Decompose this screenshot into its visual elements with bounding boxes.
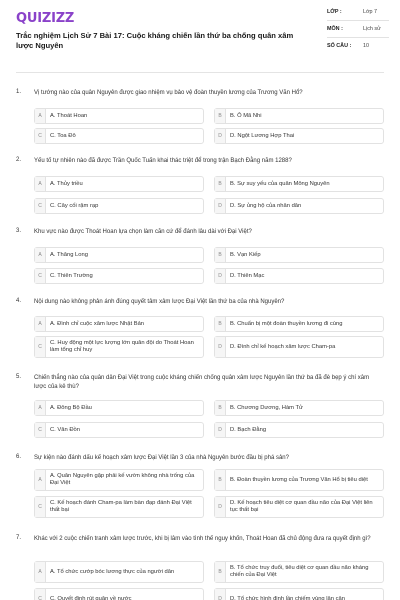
option-letter: D — [215, 129, 226, 143]
subject-value: Lịch sử — [363, 26, 381, 32]
option-text: B. Tổ chức truy đuổi, tiêu diệt cơ quan đầu não kháng chiến của Đại Việt — [230, 565, 369, 578]
option-text: B. Đoàn thuyền lương của Trương Văn Hổ bị tiêu diệt — [230, 476, 368, 483]
option-a[interactable] — [34, 469, 204, 491]
meta-count — [327, 43, 389, 50]
option-letter: C — [35, 423, 46, 437]
option-text: D. Đình chỉ kế hoạch xâm lược Cham-pa — [230, 343, 336, 350]
option-letter: A — [35, 317, 46, 331]
option-text: B. Ô Mã Nhi — [230, 112, 262, 119]
option-letter: D — [215, 497, 226, 517]
option-text: B. Vạn Kiếp — [230, 251, 261, 258]
option-text: C. Kế hoạch đánh Cham-pa làm bàn đạp đánh Đại Việt thất bại — [50, 500, 192, 513]
question-number: 4. — [16, 298, 22, 304]
option-text: D. Ngột Lương Hợp Thai — [230, 132, 295, 139]
option-text: D. Thiên Mạc — [230, 272, 265, 279]
count-label: SỐ CÂU : — [327, 43, 352, 49]
option-letter: C — [35, 497, 46, 517]
option-letter: C — [35, 129, 46, 143]
option-letter: A — [35, 109, 46, 123]
option-text: A. Đông Bộ Đầu — [50, 404, 92, 411]
option-text: A. Quân Nguyên gặp phải kế vườn không nhà trống của Đại Việt — [50, 473, 195, 486]
option-text: B. Chương Dương, Hàm Tử — [230, 404, 303, 411]
option-b[interactable] — [214, 176, 384, 192]
option-d[interactable] — [214, 268, 384, 284]
option-letter: A — [35, 470, 46, 490]
question-number: 1. — [16, 89, 22, 95]
option-letter: D — [215, 269, 226, 283]
option-c[interactable] — [34, 422, 204, 438]
option-b[interactable] — [214, 316, 384, 332]
option-text: D. Sự ủng hộ của nhân dân — [230, 202, 302, 209]
question-number: 5. — [16, 374, 22, 380]
page-header — [0, 0, 400, 74]
question-text: Sự kiện nào đánh dấu kế hoạch xâm lược Đại Việt lần 3 của nhà Nguyên bước đầu bị phá sản? — [34, 455, 289, 461]
option-c[interactable] — [34, 588, 204, 600]
option-text: B. Chuẩn bị một đoàn thuyền lương đi cùng — [230, 320, 343, 327]
option-b[interactable] — [214, 247, 384, 263]
option-letter: A — [35, 248, 46, 262]
option-a[interactable] — [34, 176, 204, 192]
question-text: Khác với 2 cuộc chiến tranh xâm lược trước, khi bị lâm vào tình thế nguy khốn, Thoát Hoan đã chủ động đưa ra quyết định gì? — [34, 536, 371, 542]
option-letter: C — [35, 589, 46, 600]
option-d[interactable] — [214, 198, 384, 214]
option-d[interactable] — [214, 496, 384, 518]
option-b[interactable] — [214, 108, 384, 124]
option-letter: D — [215, 589, 226, 600]
option-text: B. Sự suy yếu của quân Mông Nguyên — [230, 180, 330, 187]
option-c[interactable] — [34, 198, 204, 214]
option-text: C. Vân Đồn — [50, 426, 80, 433]
question-number: 6. — [16, 454, 22, 460]
option-b[interactable] — [214, 469, 384, 491]
subject-label: MÔN : — [327, 26, 343, 32]
option-text: A. Tổ chức cướp bóc lương thực của người dân — [50, 568, 175, 575]
option-d[interactable] — [214, 588, 384, 600]
option-letter: B — [215, 248, 226, 262]
option-d[interactable] — [214, 128, 384, 144]
option-d[interactable] — [214, 422, 384, 438]
option-b[interactable] — [214, 400, 384, 416]
option-letter: B — [215, 109, 226, 123]
option-letter: B — [215, 562, 226, 582]
meta-divider — [327, 37, 389, 38]
question-number: 3. — [16, 228, 22, 234]
question-text: Chiến thắng nào của quân dân Đại Việt trong cuộc kháng chiến chống quân xâm lược Nguyên lần thứ ba đã đè bẹp ý chí xâm lược của kẻ thù? — [34, 375, 370, 390]
option-letter: A — [35, 562, 46, 582]
option-letter: C — [35, 199, 46, 213]
option-d[interactable] — [214, 336, 384, 358]
page-title: Trắc nghiệm Lịch Sử 7 Bài 17: Cuộc kháng chiến lần thứ ba chống quân xâm lược Nguyên — [16, 31, 294, 50]
option-letter: B — [215, 177, 226, 191]
option-letter: B — [215, 401, 226, 415]
option-a[interactable] — [34, 400, 204, 416]
option-text: C. Huy động một lực lượng lớn quân đội do Thoát Hoan làm tổng chỉ huy — [50, 340, 194, 353]
count-value: 10 — [363, 43, 369, 49]
meta-panel — [327, 9, 389, 50]
meta-divider — [327, 20, 389, 21]
question-text: Khu vực nào được Thoát Hoan lựa chọn làm căn cứ để đánh lâu dài với Đại Việt? — [34, 229, 252, 235]
option-letter: D — [215, 423, 226, 437]
question-number: 2. — [16, 157, 22, 163]
option-text: A. Thoát Hoan — [50, 112, 88, 119]
class-label: LỚP : — [327, 9, 342, 15]
quizizz-logo: QUIZIZZ — [16, 11, 75, 26]
option-c[interactable] — [34, 336, 204, 358]
option-text: D. Kế hoạch tiêu diệt cơ quan đầu não của Đại Việt liên tục thất bại — [230, 500, 373, 513]
option-text: C. Thiên Trường — [50, 272, 93, 279]
option-letter: C — [35, 269, 46, 283]
option-letter: B — [215, 470, 226, 490]
option-a[interactable] — [34, 561, 204, 583]
option-text: D. Bạch Đằng — [230, 426, 267, 433]
question-text: Vị tướng nào của quân Nguyên được giao nhiệm vụ bảo vệ đoàn thuyền lương của Trương Văn Hổ? — [34, 90, 303, 96]
option-b[interactable] — [214, 561, 384, 583]
class-value: Lớp 7 — [363, 9, 378, 15]
option-a[interactable] — [34, 108, 204, 124]
option-text: A. Thủy triều — [50, 180, 83, 187]
option-letter: B — [215, 317, 226, 331]
option-letter: C — [35, 337, 46, 357]
option-letter: A — [35, 401, 46, 415]
option-text: C. Cây cối rậm rạp — [50, 202, 99, 209]
question-number: 7. — [16, 535, 22, 541]
option-letter: A — [35, 177, 46, 191]
option-a[interactable] — [34, 316, 204, 332]
option-letter: D — [215, 337, 226, 357]
option-c[interactable] — [34, 496, 204, 518]
option-a[interactable] — [34, 247, 204, 263]
option-text: C. Quyết định rút quân về nước — [50, 595, 132, 600]
meta-class — [327, 9, 389, 16]
question-text: Nội dung nào không phản ánh đúng quyết tâm xâm lược Đại Việt lần thứ ba của nhà Nguyên? — [34, 299, 285, 305]
option-text: A. Đình chỉ cuộc xâm lược Nhật Bản — [50, 320, 145, 327]
option-text: D. Tổ chức hình định lần chiếm vùng lân cận — [230, 595, 345, 600]
meta-subject — [327, 26, 389, 33]
header-divider — [16, 72, 384, 73]
question-text: Yếu tố tự nhiên nào đã được Trần Quốc Tuấn khai thác triệt để trong trận Bạch Đằng năm 1288? — [34, 158, 292, 164]
option-c[interactable] — [34, 128, 204, 144]
option-letter: D — [215, 199, 226, 213]
option-text: C. Toa Đô — [50, 132, 76, 139]
option-text: A. Thăng Long — [50, 251, 88, 258]
option-c[interactable] — [34, 268, 204, 284]
